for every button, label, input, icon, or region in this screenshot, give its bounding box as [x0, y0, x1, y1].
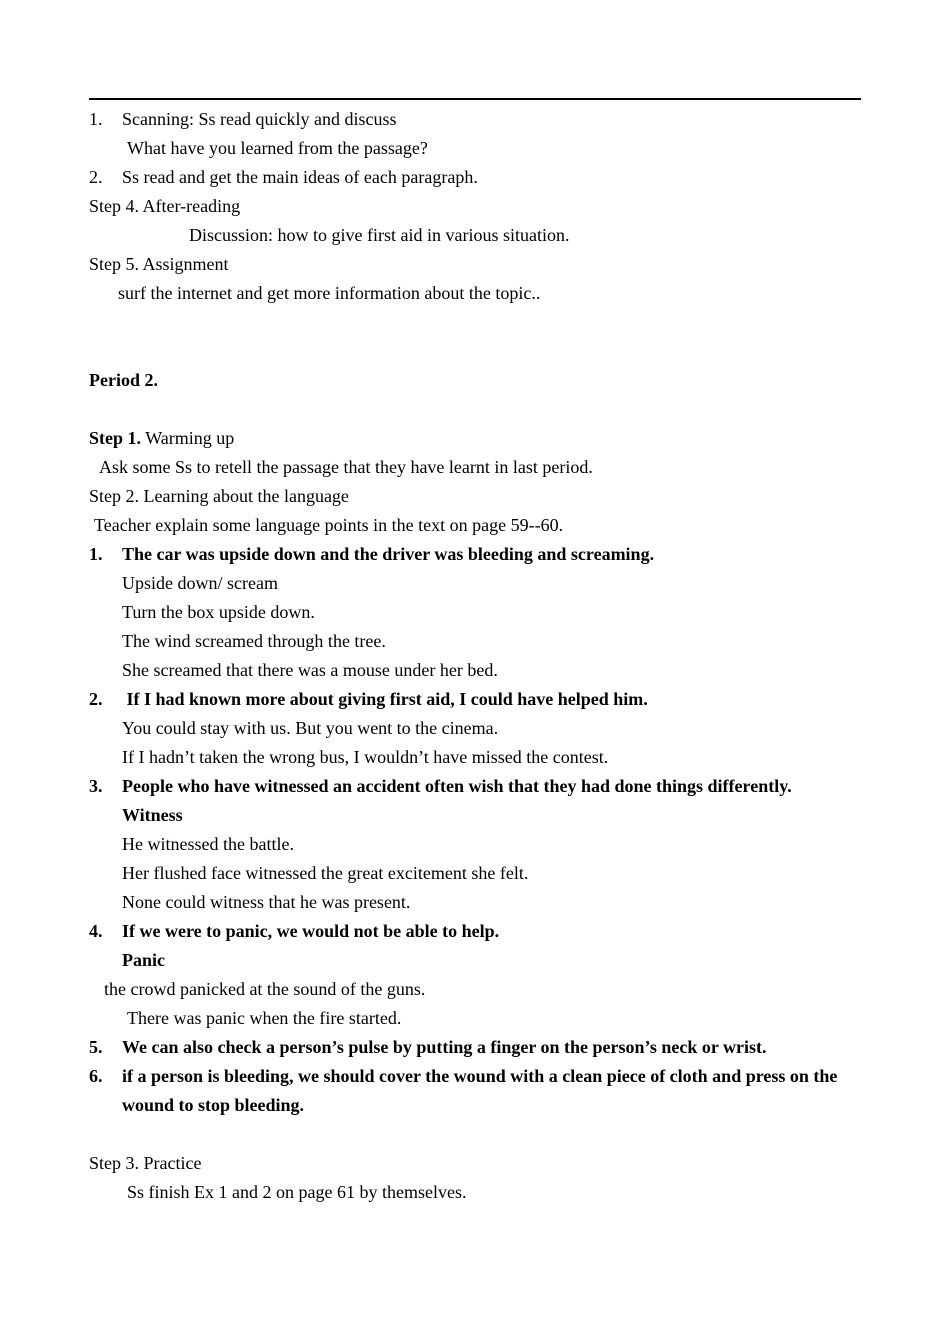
item-text: Scanning: Ss read quickly and discuss: [122, 109, 397, 129]
point-sentence: If I had known more about giving first aid, I could have helped him.: [122, 689, 648, 709]
point-number: 3.: [89, 776, 103, 796]
point-sentence: if a person is bleeding, we should cover the wound with a clean piece of cloth and press on the wound to stop bleeding.: [122, 1066, 838, 1115]
example-line: He witnessed the battle.: [122, 834, 294, 854]
example-line: None could witness that he was present.: [122, 892, 411, 912]
point-sentence: We can also check a person’s pulse by putting a finger on the person’s neck or wrist.: [122, 1037, 767, 1057]
language-point: [89, 917, 861, 946]
header-rule: [89, 98, 861, 100]
point-number: 1.: [89, 544, 103, 564]
example-line: If I hadn’t taken the wrong bus, I wouldn’t have missed the contest.: [122, 747, 609, 767]
step2-heading: Step 2. Learning about the language: [89, 486, 349, 506]
example-line: Turn the box upside down.: [122, 602, 315, 622]
step5-text: surf the internet and get more information about the topic..: [118, 283, 541, 303]
point-sentence: The car was upside down and the driver was bleeding and screaming.: [122, 544, 655, 564]
step4-text: Discussion: how to give first aid in various situation.: [189, 225, 570, 245]
step3-text: Ss finish Ex 1 and 2 on page 61 by themselves.: [127, 1182, 467, 1202]
step2-text: Teacher explain some language points in the text on page 59--60.: [94, 515, 564, 535]
step1-label: Step 1.: [89, 428, 142, 448]
point-sentence: If we were to panic, we would not be able to help.: [122, 921, 500, 941]
language-point: [89, 1062, 861, 1120]
list-item: [89, 105, 861, 134]
example-line: Upside down/ scream: [122, 573, 278, 593]
language-point: [89, 772, 861, 801]
item-number: 2.: [89, 167, 103, 187]
item-subtext: What have you learned from the passage?: [127, 138, 428, 158]
example-line: She screamed that there was a mouse under her bed.: [122, 660, 498, 680]
step3-heading: Step 3. Practice: [89, 1153, 202, 1173]
period-title: Period 2.: [89, 370, 158, 390]
step1-heading: [89, 424, 861, 453]
step4-heading: Step 4. After-reading: [89, 196, 241, 216]
point-number: 5.: [89, 1037, 103, 1057]
item-number: 1.: [89, 109, 103, 129]
point-number: 2.: [89, 689, 103, 709]
item-text: Ss read and get the main ideas of each paragraph.: [122, 167, 478, 187]
step5-heading: Step 5. Assignment: [89, 254, 229, 274]
keyword: Panic: [122, 950, 165, 970]
example-line: There was panic when the fire started.: [127, 1008, 402, 1028]
language-point: [89, 685, 861, 714]
language-point: [89, 1033, 861, 1062]
example-line: Her flushed face witnessed the great excitement she felt.: [122, 863, 529, 883]
point-sentence: People who have witnessed an accident often wish that they had done things differently.: [122, 776, 792, 796]
step1-title: Warming up: [141, 428, 235, 448]
step1-text: Ask some Ss to retell the passage that they have learnt in last period.: [99, 457, 593, 477]
document-body: [89, 105, 861, 1207]
list-item: [89, 163, 861, 192]
example-line: the crowd panicked at the sound of the guns.: [104, 979, 426, 999]
example-line: The wind screamed through the tree.: [122, 631, 386, 651]
point-number: 4.: [89, 921, 103, 941]
keyword: Witness: [122, 805, 183, 825]
point-number: 6.: [89, 1066, 103, 1086]
example-line: You could stay with us. But you went to the cinema.: [122, 718, 499, 738]
language-point: [89, 540, 861, 569]
